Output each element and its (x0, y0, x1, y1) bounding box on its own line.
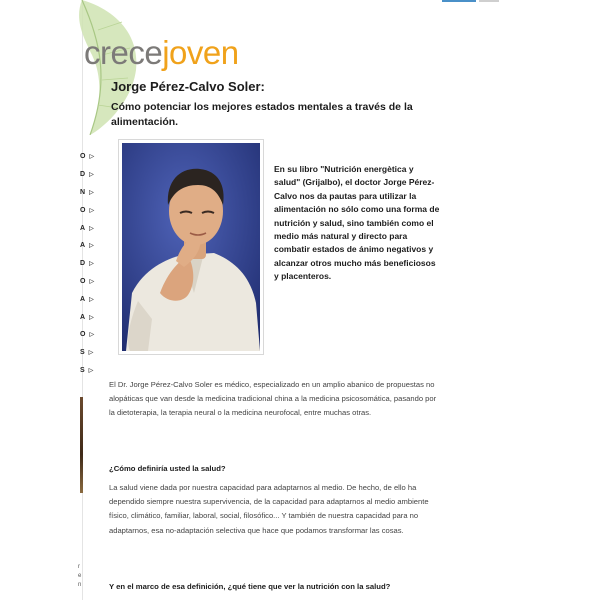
nav-item[interactable] (80, 201, 94, 219)
portrait-image (122, 143, 260, 351)
nav-item-label: N (80, 188, 86, 196)
nav-item-label: S (80, 366, 85, 374)
nav-item-label: D (80, 171, 86, 179)
logo-text-crece: crece (84, 34, 163, 71)
nav-item[interactable] (80, 166, 94, 184)
arrow-right-icon: ▷ (89, 154, 95, 161)
arrow-right-icon: ▷ (89, 225, 94, 232)
nav-item[interactable] (80, 362, 94, 380)
nav-item-label: A (80, 295, 86, 303)
nav-item[interactable] (80, 184, 94, 202)
nav-item[interactable] (80, 255, 94, 273)
interview-question: Y en el marco de esa definición, ¿qué tiene que ver la nutrición con la salud? (109, 582, 391, 591)
article-intro: En su libro "Nutrición energètica y salud" (Grijalbo), el doctor Jorge Pérez-Calvo nos da pautas para utilizar la alimentación no sólo como una forma de nutrición y salud, sino también como el medio más natural y directo para combatir estados de ánimo negativos y alcanzar otros mucho más beneficiosos y placenteros. (274, 164, 440, 282)
nav-item-label: D (80, 260, 86, 268)
nav-item[interactable] (80, 219, 94, 237)
nav-item[interactable] (80, 273, 94, 291)
arrow-right-icon: ▷ (89, 261, 94, 268)
nav-item-label: O (80, 153, 86, 161)
nav-item-label: O (80, 331, 86, 339)
nav-item[interactable] (80, 148, 94, 166)
article-author-title: Jorge Pérez-Calvo Soler: (111, 79, 265, 94)
nav-item[interactable] (80, 326, 94, 344)
nav-item-label: O (80, 206, 86, 214)
arrow-right-icon: ▷ (89, 278, 95, 285)
nav-item[interactable] (80, 344, 94, 362)
nav-item-label: A (80, 242, 86, 250)
article-subtitle: Cómo potenciar los mejores estados mentales a través de la alimentación. (111, 101, 413, 128)
arrow-right-icon: ▷ (89, 243, 94, 250)
sidebar-footer-char: e (78, 573, 82, 579)
author-photo (118, 139, 264, 355)
nav-item[interactable] (80, 308, 94, 326)
arrow-right-icon: ▷ (89, 332, 95, 339)
logo-text-joven: joven (162, 34, 239, 71)
sidebar-footer-text (78, 563, 84, 590)
nav-item-label: A (80, 224, 86, 232)
sidebar-footer-char: n (78, 582, 82, 588)
sidebar-thumbnail[interactable] (80, 397, 83, 493)
site-logo[interactable] (84, 34, 239, 72)
top-button-blue[interactable] (442, 0, 476, 2)
interview-question: ¿Cómo definiría usted la salud? (109, 464, 226, 473)
nav-item-label: O (80, 277, 86, 285)
arrow-right-icon: ▷ (89, 207, 95, 214)
interview-answer: La salud viene dada por nuestra capacidad para adaptarnos al medio. De hecho, de ello ha dependido siempre nuestra supervivencia, de la capacidad para adaptarnos al medio ambiente físico, climático, familiar, laboral, social, filosófico... Y también de nuestra capacidad para no adaptarnos, esa no-adaptación selectiva que hace que podamos transformar las cosas. (109, 483, 429, 535)
arrow-right-icon: ▷ (88, 350, 94, 357)
arrow-right-icon: ▷ (88, 367, 94, 374)
article-bio: El Dr. Jorge Pérez-Calvo Soler es médico, especializado en un amplio abanico de propuestas no alopáticas que van desde la medicina tradicional china a la medicina psicosomática, pasando por la dietoterapia, la terapia neural o la medicina neurofocal, entre muchas otras. (109, 380, 437, 418)
sidebar-footer-char: r (78, 564, 80, 570)
arrow-right-icon: ▷ (89, 296, 94, 303)
arrow-right-icon: ▷ (89, 172, 94, 179)
top-button-gray[interactable] (479, 0, 499, 2)
nav-item[interactable] (80, 290, 94, 308)
section-nav (80, 148, 94, 379)
arrow-right-icon: ▷ (89, 314, 94, 321)
nav-item-label: A (80, 313, 86, 321)
nav-item[interactable] (80, 237, 94, 255)
nav-item-label: S (80, 349, 85, 357)
arrow-right-icon: ▷ (89, 189, 94, 196)
